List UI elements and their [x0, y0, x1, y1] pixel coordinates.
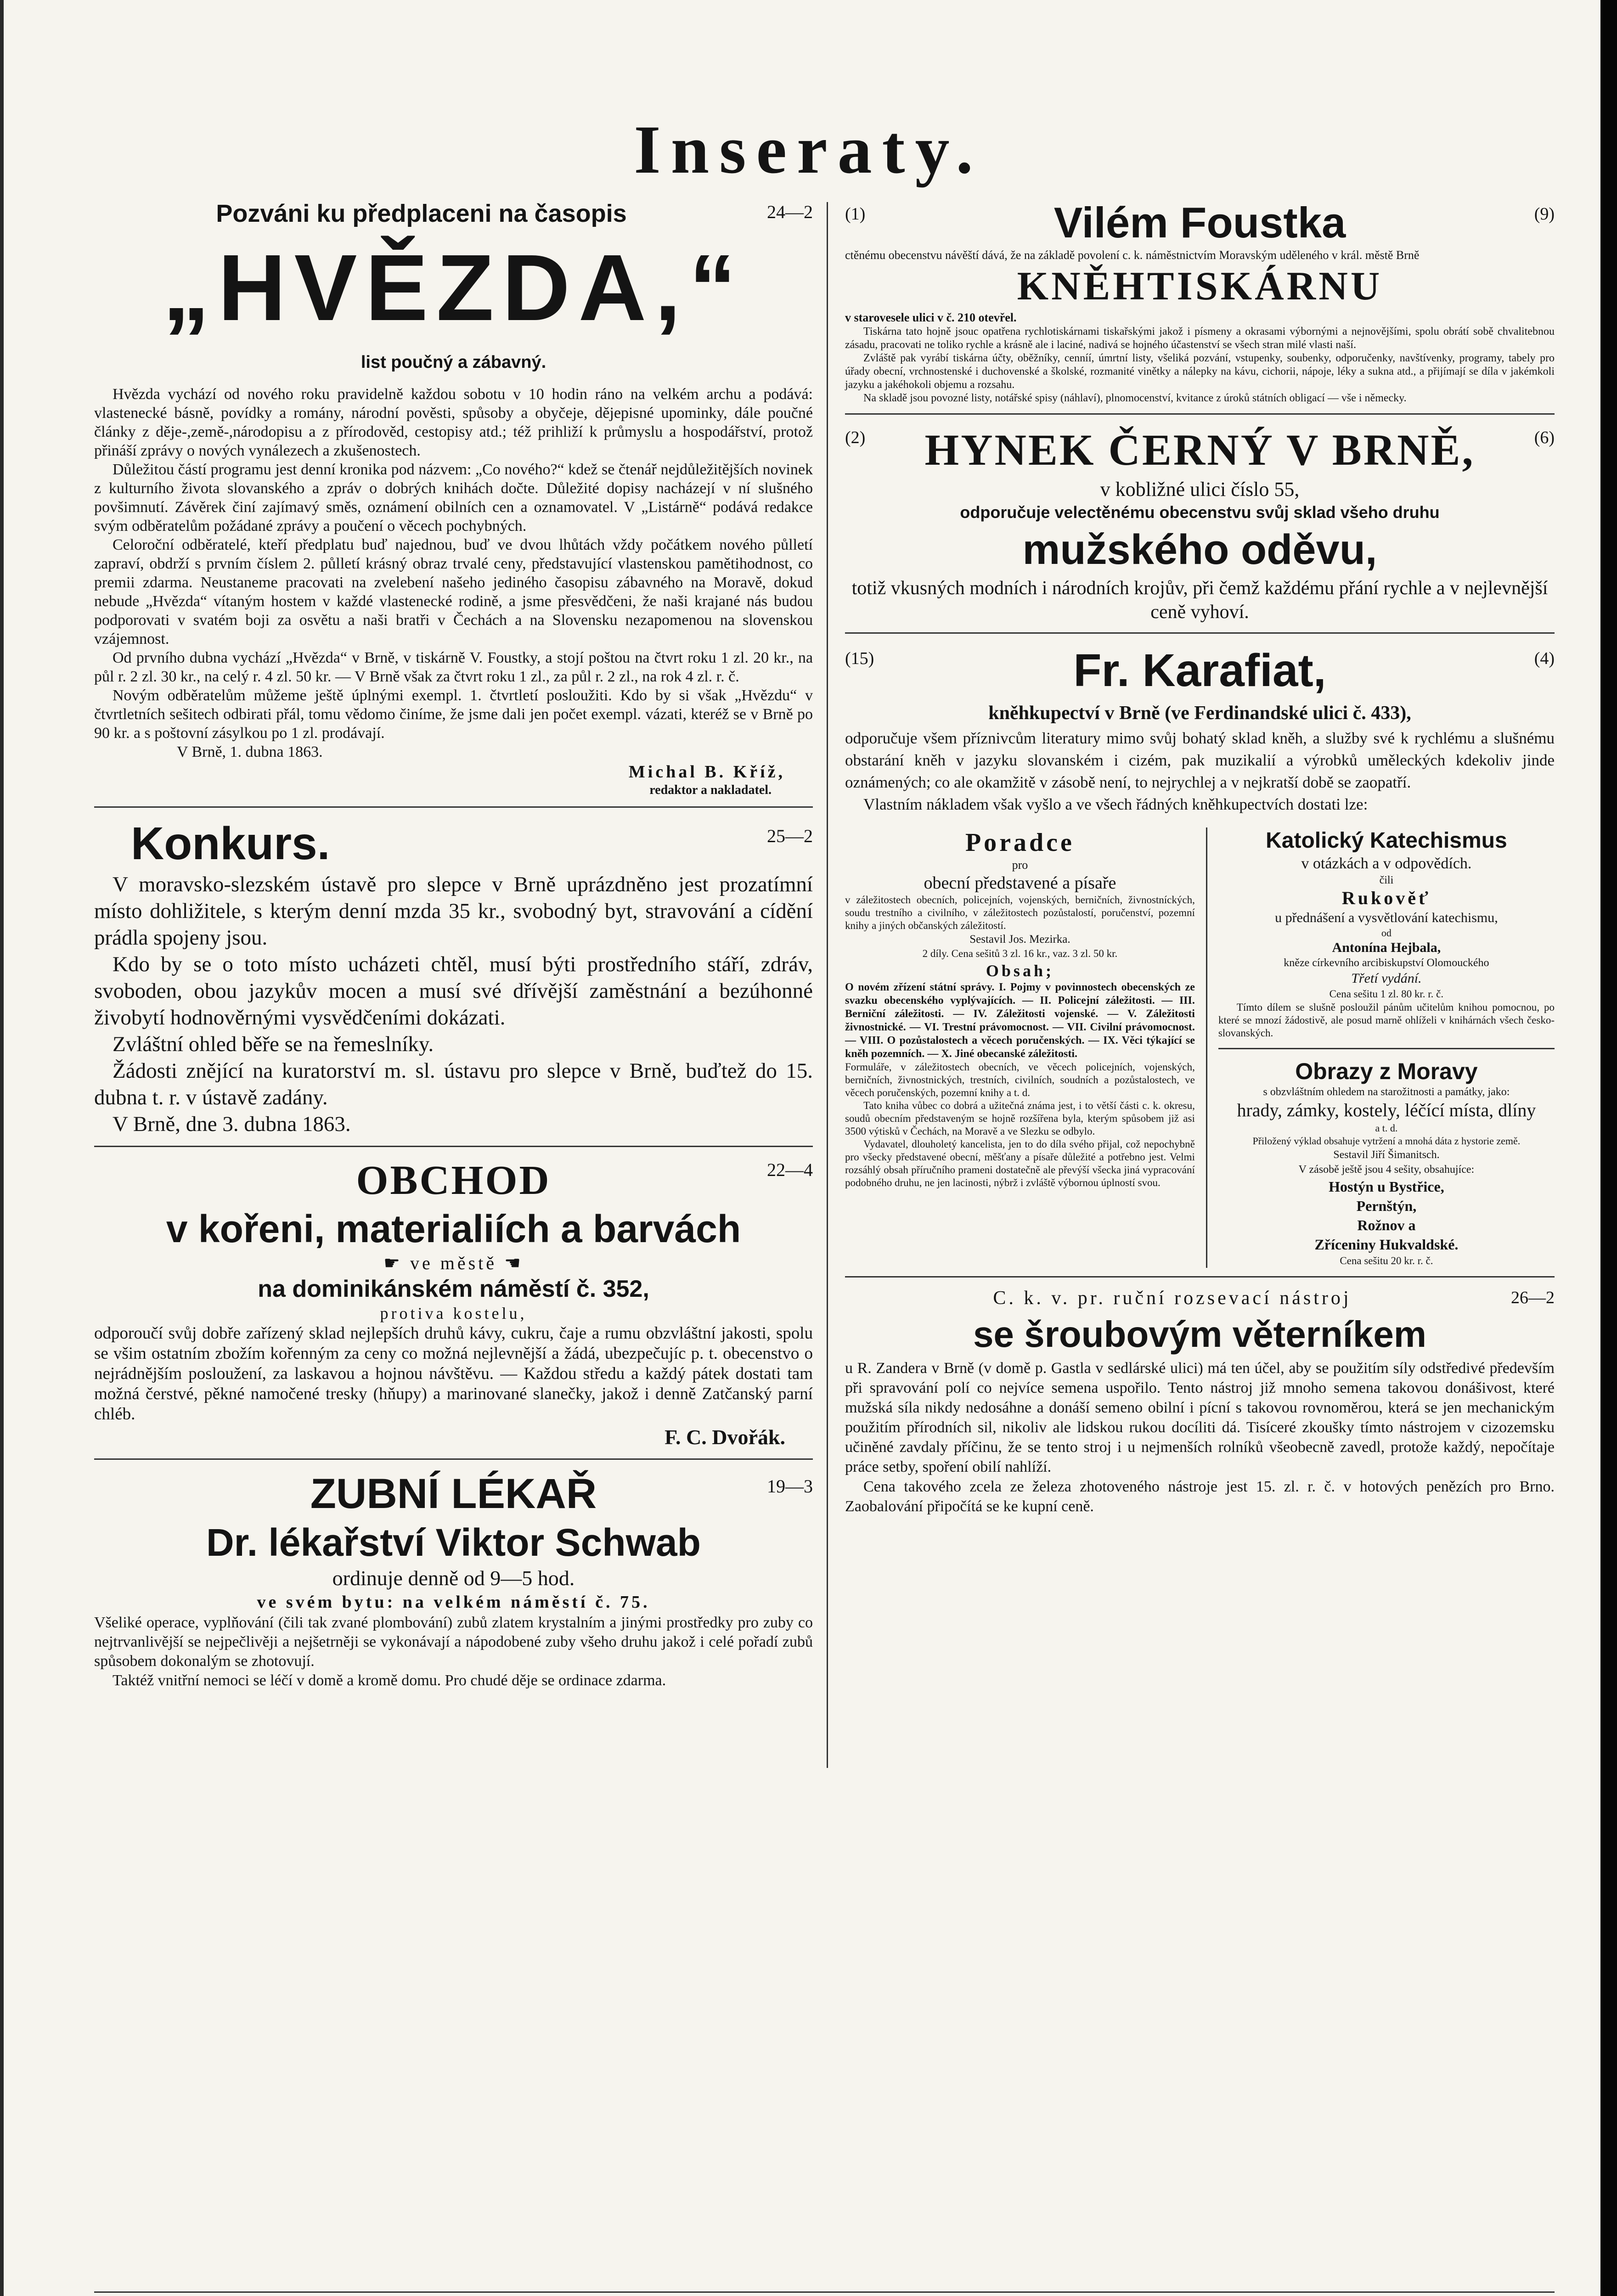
book-note: Přiložený výklad obsahuje vytržení a mnohá dáta z hystorie země. — [1252, 1135, 1521, 1147]
ad-line: Vlastním nákladem však vyšlo a ve všech řádných kněhkupectvích dostati lze: — [863, 795, 1368, 813]
ad-title: KNĚHTISKÁRNU — [1017, 264, 1383, 309]
ad-place: ve městě — [410, 1253, 497, 1273]
divider — [845, 1276, 1555, 1277]
ad-body: totiž vkusných modních i národních krojův, při čemž každému přání rychle a v nejlevnější ceně vyhoví. — [851, 578, 1548, 623]
date: V Brně, 1. dubna 1863. — [177, 743, 323, 760]
ad-body: Cena takového zcela ze železa zhotoveného nástroje jest 15. zl. r. č. v hotových penězích pro Brno. Zaobalování připočítá se ke kupní ceně. — [845, 1478, 1555, 1515]
ad-title: Konkurs. — [131, 818, 330, 869]
book-katechismus — [1218, 827, 1555, 1040]
paragraph: Od prvního dubna vychází „Hvězda“ v Brně, v tiskárně V. Foustky, a stojí poštou na čtvrt roku 1 zl. 20 kr., na půl r. 2 zl. 30 kr., na celý r. 4 zl. 50 kr. — V Brně však za čtvrt roku 1 zl., za půl r. 2 zl., na rok 4 zl. r. č. — [94, 649, 813, 685]
book-poradce — [845, 827, 1195, 1268]
ad-address: v starovesele ulici v č. 210 otevřel. — [845, 311, 1017, 324]
book-body: Vydavatel, dlouholetý kancelista, jen to do díla svého přijal, což nepochybně pro všecky představené obecní, měšťany a písaře důležité a potřebno jest. Velmi rozsáhlý obsah příručního prameni dostatečně ale převýší všecka jiná vypracování podobného druhu, ne jen lacinosti, nýbrž i zvláště výbornou úplností svou. — [845, 1138, 1195, 1188]
ad-number: (1) — [845, 204, 866, 224]
divider — [845, 632, 1555, 634]
book-obsah-title: Obsah; — [986, 962, 1054, 980]
book-title: Obrazy z Moravy — [1295, 1058, 1478, 1084]
ad-number: (15) — [845, 649, 874, 668]
book-title: Katolický Katechismus — [1266, 828, 1507, 853]
date: V Brně, dne 3. dubna 1863. — [113, 1112, 351, 1136]
ad-name: Vilém Foustka — [1054, 198, 1346, 247]
book-item: Rožnov a — [1357, 1217, 1416, 1233]
ad-cerny — [845, 423, 1555, 624]
paragraph: Kdo by se o toto místo ucházeti chtěl, musí býti prostředního stáří, zdráv, svoboden, obou jazykův mocen a musí své dřívější zaměstnání a bezúhonné živobytí hodnověrnými vysvědčeními dokázati. — [94, 952, 813, 1030]
paragraph: Zvláštní ohled běře se na řemeslníky. — [113, 1032, 434, 1056]
book-author: Sestavil Jos. Mezirka. — [969, 933, 1070, 945]
divider — [94, 806, 813, 808]
ad-obchod — [94, 1155, 813, 1450]
divider — [94, 1146, 813, 1147]
book-sub2: V zásobě ještě jsou 4 sešity, obsahujíce: — [1298, 1164, 1475, 1176]
book-divider — [1206, 827, 1207, 1268]
ad-number: 26—2 — [1511, 1288, 1555, 1307]
ad-title: „HVĚZDA,“ — [163, 235, 744, 340]
signature: Michal B. Kříž, — [628, 762, 785, 782]
pointing-hand-icon: ☚ — [497, 1253, 524, 1273]
ad-name: Dr. lékařství Viktor Schwab — [206, 1521, 701, 1564]
ad-headline: v kořeni, materialiích a barvách — [166, 1207, 741, 1250]
book-price: Cena sešitu 20 kr. r. č. — [1340, 1255, 1433, 1266]
ad-stroj — [845, 1286, 1555, 1516]
book-title: Poradce — [965, 828, 1075, 857]
paragraph: Žádosti znějící na kuratorství m. sl. ústavu pro slepce v Brně, buďtež do 15. dubna t. r. v ústavě zadány. — [94, 1059, 813, 1109]
ad-number: 19—3 — [767, 1476, 813, 1497]
column-divider — [827, 202, 828, 1768]
book-author-role: kněze církevního arcibiskupství Olomouckého — [1284, 957, 1489, 969]
page-title: Inseraty. — [634, 112, 983, 188]
ad-number: 25—2 — [767, 826, 813, 846]
ad-body: Taktéž vnitřní nemoci se léčí v domě a kromě domu. Pro chudé děje se ordinace zdarma. — [113, 1672, 666, 1689]
paragraph: Hvězda vychází od nového roku pravidelně každou sobotu v 10 hodin ráno na velkém archu a podává: vlastenecké básně, povídky a romány, národní pověsti, spůsoby a obyčeje, dějepisné upominky, dále poučné články z děje-,země-,národopisu a z přírodověd, cestopisy atd.; též prihliží k průmyslu a hospodářství, protož přináší zprávy o nových vynálezech a zkušenostech. — [94, 386, 813, 459]
ad-intro: C. k. v. pr. ruční rozsevací nástroj — [993, 1288, 1352, 1309]
pointing-hand-icon: ☛ — [383, 1253, 410, 1273]
ad-hours: ordinuje denně od 9—5 hod. — [332, 1566, 575, 1590]
ad-body: Zvláště pak vyrábí tiskárna účty, oběžníky, cenníí, úmrtní listy, všeliká pozvání, vstupenky, soubenky, odporučenky, navštívenky, programy, tabely pro úřady obecní, vrchnostenské i duchovenské a školské, rozmanité vinětky a nálepky na kávu, cichorii, nápoje, léky a sukna atd., a přijímají se díla v jakémkoli jazyku a jakéhokoli objemu a rozsahu. — [845, 352, 1555, 391]
ad-number: (4) — [1534, 649, 1555, 668]
ad-name: Fr. Karafiat, — [1073, 645, 1326, 696]
book-obsah: O novém zřízení státní správy. I. Pojmy v povinnostech obecenských ze svazku obecenského vyplývajících. — II. Policejní záležitosti. — III. Berniční záležitosti. — IV. Záležitosti vojenské. — V. Záležitosti živnostnické. — VI. Trestní právomocnost. — VII. Civilní právomocnost. — VIII. O pozůstalostech a věcech poručenských. — IX. Věci týkající se kněh pozemních. — X. Jiné obecanské záležitosti. — [845, 981, 1195, 1060]
ad-foustka — [845, 197, 1555, 405]
book-price: Cena sešitu 1 zl. 80 kr. r. č. — [1329, 988, 1444, 1000]
divider — [1218, 1048, 1555, 1049]
ad-intro: ctěnému obecenstvu návěští dává, že na základě povolení c. k. náměstnictvím Moravským uděleného v král. městě Brně — [845, 248, 1420, 262]
ad-number: 22—4 — [767, 1159, 813, 1180]
paragraph: Celoroční odběratelé, kteří předplatu buď najednou, buď ve dvou lhůtách vždy počátkem nového půlletí zapraví, obdrží s prvním číslem 2. půlletí krásný obraz trvalé ceny, představující vlastenskou pamětihodnost, co premii zdarma. Neustaneme pracovati na zvelebení našeho jediného časopisu zábavného na Moravě, dokud nebude „Hvězda“ vítaným hostem v každé vlastenecké rodině, a jsme přesvědčeni, že naši krajané nás budou podporovati v svatém boji za osvětu a naši bratři v Čechách a na Slovensku nezapomenou na slovenskou vzájemnost. — [94, 536, 813, 647]
book-item: Pernštýn, — [1356, 1198, 1417, 1214]
book-od: od — [1381, 927, 1392, 939]
book-atd: a t. d. — [1375, 1122, 1398, 1134]
ad-zubni-lekar — [94, 1468, 813, 1690]
ad-number: (9) — [1534, 204, 1555, 224]
ad-body: Na skladě jsou povozné listy, notářské spisy (náhlaví), plnomocenství, kvitance z úroků státních obligací — vše i německy. — [863, 392, 1407, 404]
book-pro: pro — [1012, 858, 1028, 872]
book-item: Hostýn u Bystřice, — [1329, 1178, 1444, 1195]
book-item: Zříceniny Hukvaldské. — [1314, 1236, 1459, 1253]
ad-address: na dominikánském náměstí č. 352, — [258, 1276, 649, 1302]
ad-address: v kobližné ulici číslo 55, — [1100, 478, 1300, 501]
ad-body: odporučuje všem příznivcům literatury mimo svůj bohatý sklad kněh, a služby své k rychlému a slušnému obstarání kněh v jazyku slovanském i cizém, pak muzikalií a výrobků uměleckých kdekoliv jinde oznámených; co ale okamžitě v zásobě není, to nejrychlej a v nejkratší době se zaopatří. — [845, 729, 1555, 791]
book-desc: v záležitostech obecních, policejních, vojenských, berničních, živnostníckých, soudu trestního a civilního, v záležitostech pozůstalostí, poručenství, pozemní knihy a jiných občanských záležitostí. — [845, 894, 1195, 931]
ad-title: se šroubovým věterníkem — [973, 1314, 1427, 1355]
ad-konkurs — [94, 816, 813, 1137]
ad-title: OBCHOD — [356, 1158, 551, 1203]
page-left-edge — [0, 0, 4, 2296]
ad-number: 24—2 — [767, 202, 813, 222]
book-list: hrady, zámky, kostely, léčící místa, dlíny — [1237, 1100, 1536, 1120]
book-formulare: Formuláře, v záležitostech obecních, ve věcech policejních, vojenských, berničních, živnostnických, trestních, civilních, soudních a pozůstalostech, ve věcech poručenských, pozemní knihy a t. d. — [845, 1061, 1195, 1098]
signature: F. C. Dvořák. — [665, 1425, 785, 1449]
book-sub: s obzvláštním ohledem na starožitnosti a památky, jako: — [1263, 1086, 1510, 1098]
paragraph: Novým odběratelům můžeme ještě úplnými exempl. 1. čtvrtletí posloužiti. Kdo by si však „Hvězdu“ v čtvrtletních sešitech odbirati přál, tomu vědomo činíme, že jsme dali jen počet exempl. vázati, kteréž se v Brně po 90 kr. a s poštovní zásylkou po 1 zl. prodávají. — [94, 687, 813, 742]
book-cili: čili — [1379, 874, 1394, 886]
ad-body: Tiskárna tato hojně jsouc opatřena rychlotiskárnami tiskařskými jakož i písmeny a okrasami výbornými a nejnovějšími, spolu obrátí sobě chvalitebnou zásadu, pracovati ne toliko rychle a krásně ale i laciné, nadivá se hojného účastenství se všech stran milé vlasti naší. — [845, 326, 1555, 351]
ad-sub: kněhkupectví v Brně (ve Ferdinandské ulici č. 433), — [988, 703, 1411, 724]
book-author: Antonína Hejbala, — [1332, 940, 1441, 955]
ad-intro: Pozváni ku předplaceni na časopis — [216, 200, 627, 227]
page-right-edge — [1600, 0, 1617, 2296]
ad-address: ve svém bytu: na velkém náměstí č. 75. — [257, 1593, 650, 1612]
ad-opposite: protiva kostelu, — [380, 1304, 527, 1322]
ad-title: HYNEK ČERNÝ V BRNĚ, — [924, 425, 1475, 474]
ad-body: Všeliké operace, vyplňování (čili tak zvané plombování) zubů zlatem krystalním a jinými prostředky pro zuby co nejtrvanlivější se nejpečlivěji a nejšetrněji se vykonávají a nápodobené zuby všeho druhu jakož i celé pořadí zubů spůsobem dokonalým se zhotovují. — [94, 1614, 813, 1670]
ad-body: odporoučí svůj dobře zařízený sklad nejlepších druhů kávy, cukru, čaje a rumu obzvláštní jakosti, spolu se všim ostatním zbožím kořenným za ceny co možná nejlevnější a žádá, ubezpečujíc p. t. obecenstvo o nejrádnějším posloužení, za laskavou a hojnou návštěvu. — Každou středu a každý pátek dostati tam možná čerstvé, pěkné namočené tresky (hňupy) a marinované slanečky, jakož i denně Zatčanský parní chléb. — [94, 1324, 813, 1424]
ad-line: odporučuje velectěnému obecenstvu svůj sklad všeho druhu — [960, 503, 1440, 522]
book-title2: Rukověť — [1341, 888, 1431, 908]
left-column — [94, 197, 813, 1690]
footer — [94, 2291, 1555, 2296]
paragraph: Důležitou částí programu jest denní kronika pod názvem: „Co nového?“ kdež se čtenář nejdůležitějších novinek z kulturního života slovanského a zpráv o dobrých knihách dočte. Důležité dopisy nacházejí v ní slušného povšimnutí. Závěrek činí zajímavý směs, oznámení obilních cen a oznamovatel. V „Listárně“ podává redakce svým odběratelům požádané zprávy a poučení o věcech pochybných. — [94, 461, 813, 535]
book-body: Tímto dílem se slušně posloužil pánům učitelům knihou pomocnou, po které se mnozí žádostivě, ale posud marně ohlíželi v knihárnách všech česko-slovanských. — [1218, 1002, 1555, 1039]
book-price: 2 díly. Cena sešitů 3 zl. 16 kr., vaz. 3 zl. 50 kr. — [922, 948, 1118, 959]
book-edition: Třetí vydání. — [1351, 971, 1422, 986]
ad-karafiat — [845, 642, 1555, 1268]
paragraph: V moravsko-slezském ústavě pro slepce v Brně uprázdněno jest prozatímní místo dohližitele, s kterým denní mzda 35 kr., svobodný byt, stravování a cídění prádla spojeny jsou. — [94, 872, 813, 950]
right-column — [845, 197, 1555, 1516]
book-sub2: u přednášení a vysvětlování katechismu, — [1275, 910, 1498, 925]
book-body: Tato kniha vůbec co dobrá a užitečná známa jest, i to větší části c. k. okresu, soudů obecním představeným se hojně rozšířena byla, kterým spůsobem již asi 3500 výtisků v Čechách, na Moravě a ve Slezku se odbylo. — [845, 1100, 1195, 1137]
ad-number: (2) — [845, 428, 866, 447]
book-obrazy — [1218, 1058, 1555, 1268]
ad-hvezda — [94, 197, 813, 798]
book-author: Sestavil Jiří Šimanitsch. — [1333, 1149, 1440, 1161]
divider — [845, 413, 1555, 415]
signature-role: redaktor a nakladatel. — [649, 783, 772, 797]
ad-headline: mužského oděvu, — [1022, 526, 1377, 573]
ad-subtitle: list poučný a zábavný. — [361, 353, 547, 372]
book-subtitle: obecní představené a písaře — [924, 873, 1116, 893]
divider — [94, 1458, 813, 1460]
ad-title: ZUBNÍ LÉKAŘ — [310, 1470, 597, 1517]
book-sub: v otázkách a v odpovědích. — [1301, 855, 1472, 872]
ad-number: (6) — [1534, 428, 1555, 447]
ad-body: u R. Zandera v Brně (v domě p. Gastla v sedlárské ulici) má ten účel, aby se použitím síly odstředivé především při spravování polí co nejvíce semena uspořilo. Tento nástroj již mnoho semena takovou donášivost, které mužská síla nikdy nedosáhne a donáší semeno obilní i pícní s takovou rovnoměrou, která se jen mechanickým použitím přírodních sil, nikoliv ale lidskou rukou docíliti dá. Tisíceré zkoušky tímto nástrojem v cizozemsku učiněné zavdaly příčinu, že se tento stroj i u nejmenších rolníků všeobecně zavedl, protože každý, nepočítaje práce setby, spoření obilí nahlíží. — [845, 1360, 1555, 1475]
